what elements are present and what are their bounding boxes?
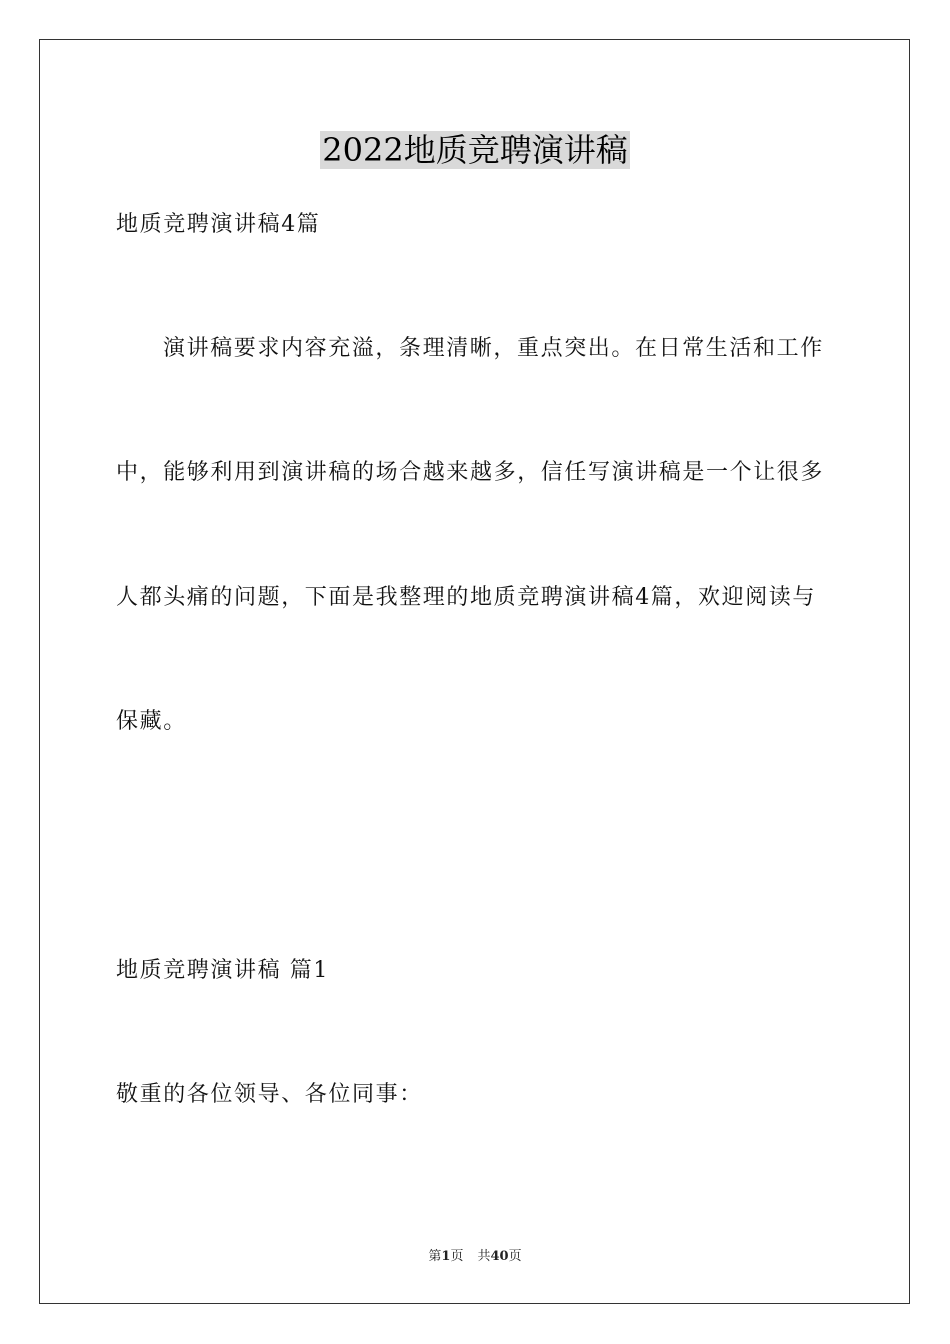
footer-total-prefix: 共 — [477, 1249, 491, 1264]
intro-line-1: 演讲稿要求内容充溢，条理清晰，重点突出。在日常生活和工作 — [163, 336, 824, 361]
intro-line-3: 人都头痛的问题，下面是我整理的地质竞聘演讲稿4篇，欢迎阅读与 — [116, 585, 816, 610]
salutation: 敬重的各位领导、各位同事： — [116, 1082, 423, 1107]
intro-line-4: 保藏。 — [116, 709, 187, 734]
section-heading: 地质竞聘演讲稿 篇1 — [116, 958, 329, 983]
document-title-text: 2022地质竞聘演讲稿 — [322, 131, 628, 169]
document-title — [0, 128, 950, 172]
footer-page-number: 1 — [441, 1249, 451, 1264]
page-footer — [0, 1248, 950, 1266]
footer-page-suffix: 页 — [450, 1249, 464, 1264]
footer-total-pages: 40 — [490, 1249, 509, 1264]
document-subtitle: 地质竞聘演讲稿4篇 — [116, 212, 321, 237]
intro-line-2: 中，能够利用到演讲稿的场合越来越多，信任写演讲稿是一个让很多 — [116, 460, 825, 485]
footer-page-prefix: 第 — [428, 1249, 442, 1264]
footer-total-suffix: 页 — [508, 1249, 522, 1264]
